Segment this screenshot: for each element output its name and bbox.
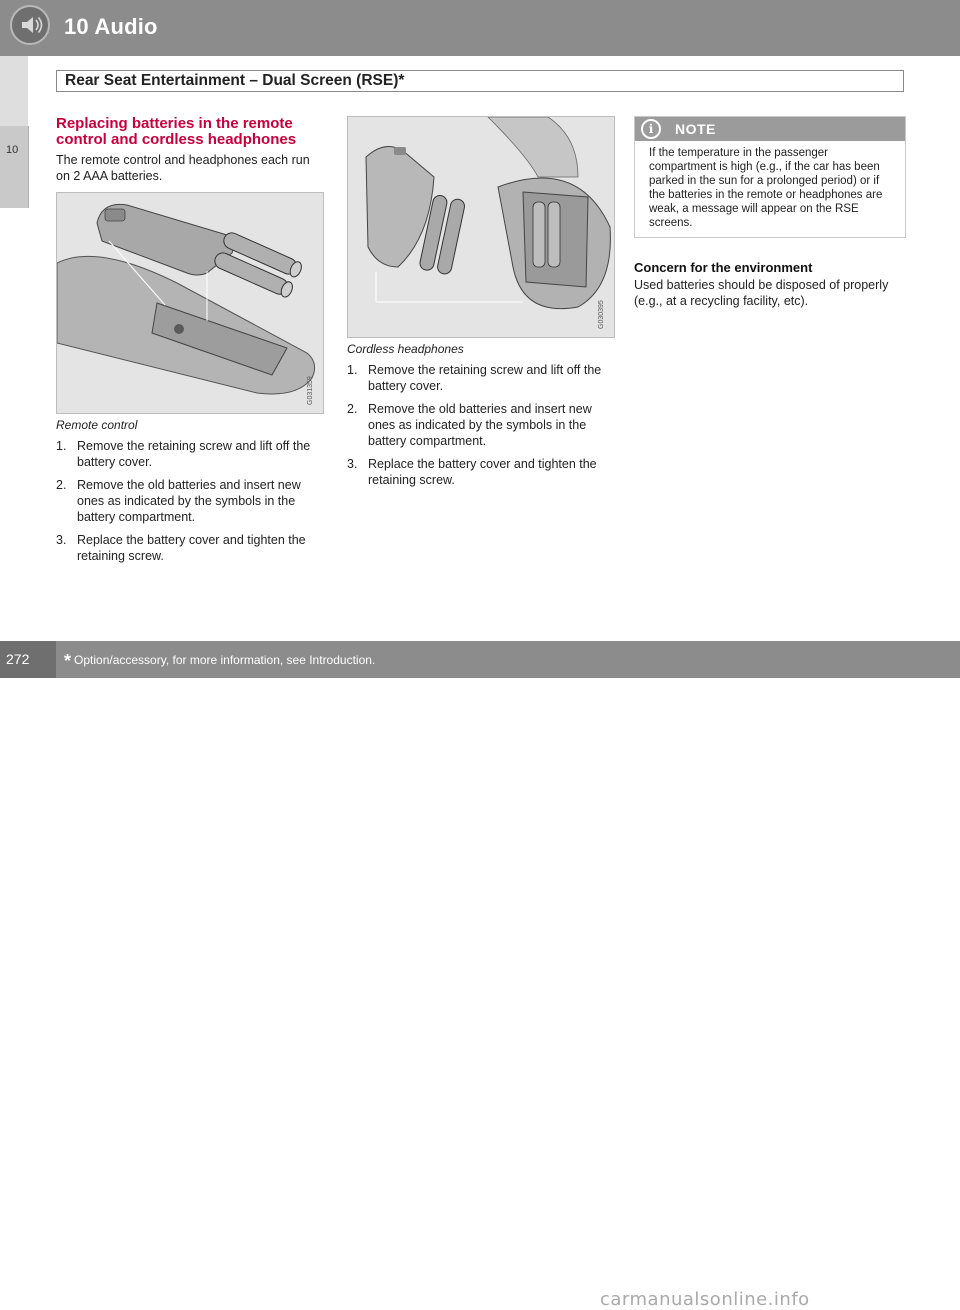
environment-heading: Concern for the environment [634,260,813,275]
step-text: Remove the retaining screw and lift off the battery cover. [77,439,311,469]
step-item [347,362,615,394]
battery-heading: Replacing batteries in the remote control and cordless headphones [56,115,297,148]
step-text: Replace the battery cover and tighten the retaining screw. [77,533,306,563]
headphones-illustration [348,117,614,337]
column-headphones [347,116,615,495]
figure-caption: Remote control [56,418,138,432]
side-tab-number: 10 [6,144,19,156]
chapter-title: 10 Audio [64,14,158,39]
note-header [635,117,905,141]
headphone-steps-list [347,362,615,488]
step-item [56,532,326,564]
footer-note [64,651,375,672]
step-number: 2. [347,402,358,416]
step-number: 2. [56,478,67,492]
remote-control-illustration [57,193,323,413]
step-text: Remove the old batteries and insert new ones as indicated by the symbols in the battery compartment. [368,402,592,448]
asterisk: * [64,651,72,671]
note-box [634,116,906,238]
section-bar [56,70,904,92]
chapter-side-tab [0,126,29,208]
remote-control-figure [56,192,324,414]
speaker-icon [10,5,50,45]
intro-text: The remote control and headphones each run on 2 AAA batteries. [56,153,310,183]
chapter-header [0,0,960,56]
figure-caption: Cordless headphones [347,342,464,356]
step-number: 1. [347,363,358,377]
column-remote-control [56,116,326,571]
page-number: 272 [6,651,30,667]
footer-note-text: Option/accessory, for more information, see Introduction. [74,653,376,667]
headphones-figure [347,116,615,338]
note-title: NOTE [675,121,716,137]
step-text: Replace the battery cover and tighten the retaining screw. [368,457,597,487]
info-icon: i [641,119,661,139]
page-footer [0,641,960,1310]
remote-steps-list [56,438,326,564]
step-number: 1. [56,439,67,453]
step-number: 3. [347,457,358,471]
column-notes [634,116,906,309]
figure-code: G030395 [598,300,605,329]
step-item [56,477,326,525]
figure-code: G031359 [307,376,314,405]
step-number: 3. [56,533,67,547]
step-item [56,438,326,470]
environment-text: Used batteries should be disposed of properly (e.g., at a recycling facility, etc). [634,278,889,308]
watermark: carmanualsonline.info [600,1289,810,1310]
margin-shade [0,56,28,126]
step-text: Remove the retaining screw and lift off the battery cover. [368,363,602,393]
step-item [347,401,615,449]
note-text: If the temperature in the passenger compartment is high (e.g., if the car has been parked in the sun for a prolonged period) or if the batteries in the remote or headphones are weak, a message will appear on the RSE screens. [649,147,883,229]
step-item [347,456,615,488]
step-text: Remove the old batteries and insert new ones as indicated by the symbols in the battery compartment. [77,478,301,524]
section-title: Rear Seat Entertainment – Dual Screen (RSE)* [65,72,405,89]
page-number-block [0,641,56,678]
